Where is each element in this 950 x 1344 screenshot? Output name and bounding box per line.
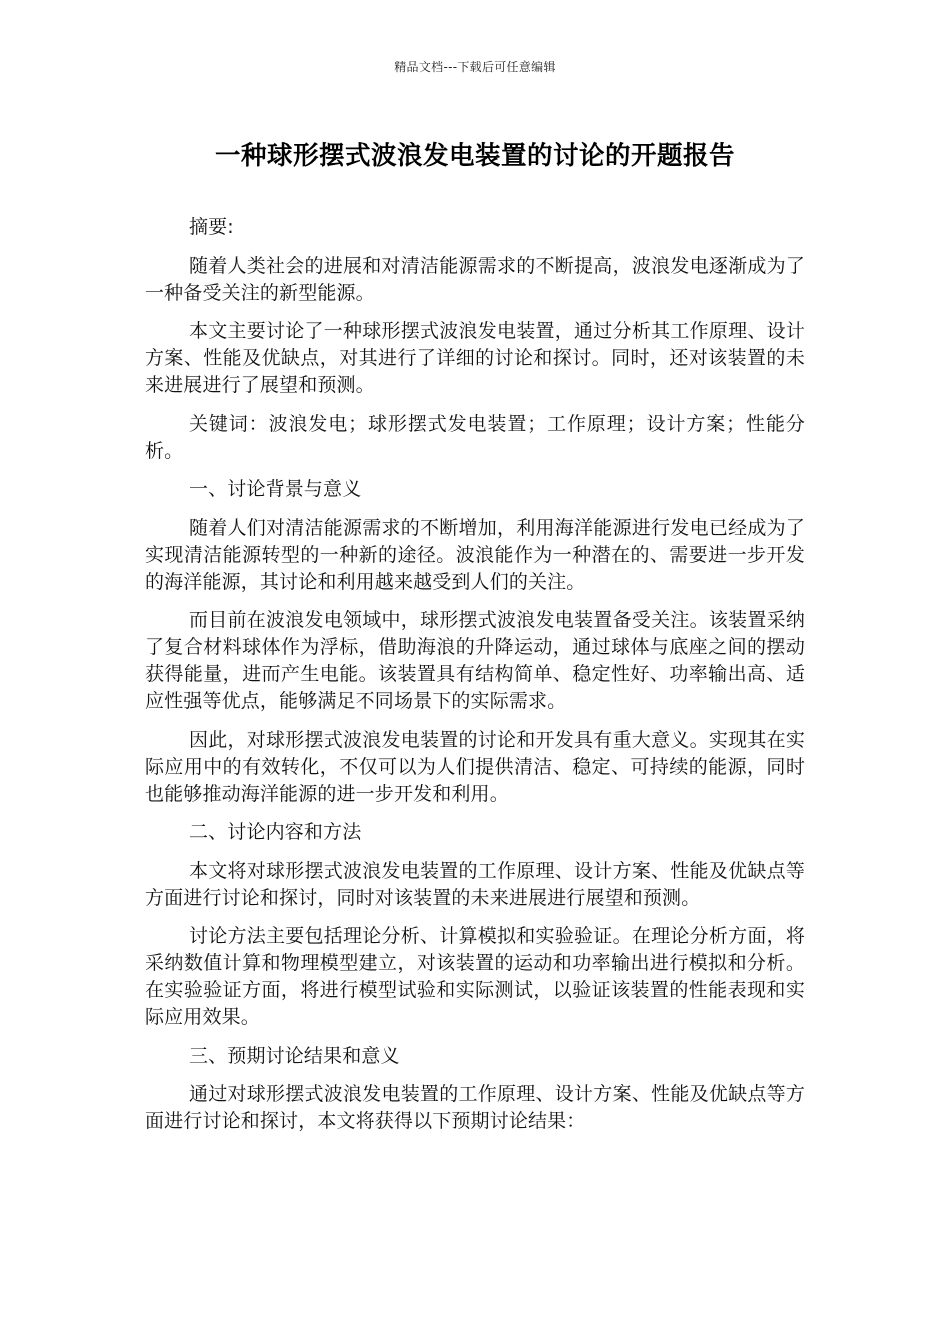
section-heading-methods: 二、讨论内容和方法 [189,821,362,843]
abstract-paragraph: 随着人类社会的进展和对清洁能源需求的不断提高，波浪发电逐渐成为了一种备受关注的新型能源。 [145,254,805,304]
section-paragraph: 而目前在波浪发电领域中，球形摆式波浪发电装置备受关注。该装置采纳了复合材料球体作为浮标，借助海浪的升降运动，通过球体与底座之间的摆动获得能量，进而产生电能。该装置具有结构简单、稳定性好、功率输出高、适应性强等优点，能够满足不同场景下的实际需求。 [145,609,805,712]
section-paragraph: 讨论方法主要包括理论分析、计算模拟和实验验证。在理论分析方面，将采纳数值计算和物理模型建立，对该装置的运动和功率输出进行模拟和分析。在实验验证方面，将进行模型试验和实际测试，以验证该装置的性能表现和实际应用效果。 [145,925,805,1028]
section-heading-results: 三、预期讨论结果和意义 [189,1044,400,1067]
header-note: 精品文档---下载后可任意编辑 [394,60,556,74]
abstract-label: 摘要: [189,216,234,238]
document-title: 一种球形摆式波浪发电装置的讨论的开题报告 [214,141,735,171]
document-body [145,214,805,1147]
keywords-paragraph: 关键词：波浪发电；球形摆式发电装置；工作原理；设计方案；性能分析。 [145,412,805,462]
section-paragraph: 本文将对球形摆式波浪发电装置的工作原理、设计方案、性能及优缺点等方面进行讨论和探讨，同时对该装置的未来进展进行展望和预测。 [145,859,805,909]
section-paragraph: 通过对球形摆式波浪发电装置的工作原理、设计方案、性能及优缺点等方面进行讨论和探讨，本文将获得以下预期讨论结果： [145,1083,805,1132]
section-paragraph: 因此，对球形摆式波浪发电装置的讨论和开发具有重大意义。实现其在实际应用中的有效转化，不仅可以为人们提供清洁、稳定、可持续的能源，同时也能够推动海洋能源的进一步开发和利用。 [145,728,805,805]
section-paragraph: 随着人们对清洁能源需求的不断增加，利用海洋能源进行发电已经成为了实现清洁能源转型的一种新的途径。波浪能作为一种潜在的、需要进一步开发的海洋能源，其讨论和利用越来越受到人们的关注。 [145,516,805,593]
section-heading-background: 一、讨论背景与意义 [189,478,362,500]
abstract-paragraph: 本文主要讨论了一种球形摆式波浪发电装置，通过分析其工作原理、设计方案、性能及优缺点，对其进行了详细的讨论和探讨。同时，还对该装置的未来进展进行了展望和预测。 [145,320,805,396]
